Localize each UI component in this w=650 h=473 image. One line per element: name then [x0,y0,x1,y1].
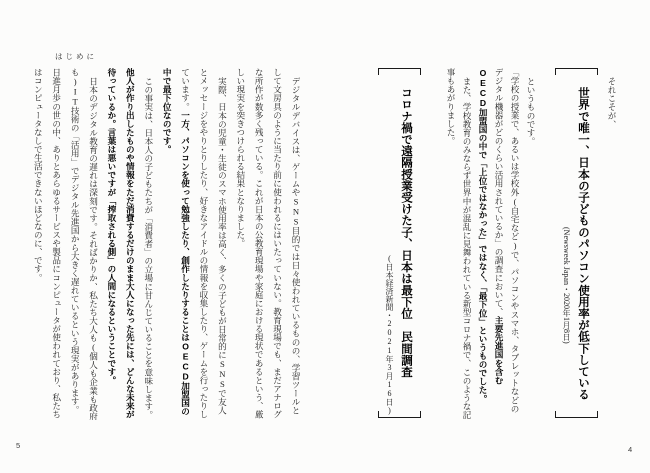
news-headline: 世界で唯一、日本の子どものパソコン使用率が低下している [577,87,589,401]
right-text-flow [377,68,620,420]
news-headline: コロナ禍で遠隔授業受けた子、日本は最下位 民間調査 [400,87,412,378]
paragraph-text: というものです。 [526,76,536,145]
source-citation: (日本経済新聞・2021年3月16日) [385,254,394,415]
running-head: はじめに [55,52,97,61]
paragraph-text: デジタルデバイスは、ゲームやSNS目的では日々使われているものの、学習ツールとして文房具のように当たり前に使われるにはいたっていない。教育現場でも、まだアナログな所作が数多く残っている。これが日本の公教育現場や家庭における現状であるという、厳しい現実を突きつけられる結果となりました。 [235,68,301,419]
intro-line [604,68,620,420]
page-number-left: 5 [16,441,21,450]
left-text-flow [29,68,305,420]
emphasis-text: 一方、パソコンを使って勉強したり、創作したりすることはOECD加盟国の中で最下位なのです。 [162,68,191,416]
source-citation: (Newsweek Japan・2020年1月8日) [562,227,571,344]
paragraph [443,68,475,420]
paragraph-text: 日本のデジタル教育の遅れは深刻です。そればかりか、私たち大人も(個人も企業も政府も)IT技術の「活用」でデジタル先進国から大きく遅れているという現実があります。日進月歩の世の中、ありとあらゆるサービスや製品にコンピュータが使われており、私たちはコンピュータなしで生活できないほどなのに、です。 [33,68,99,420]
paragraph-text: 「学校の授業で、あるいは学校外(自宅など)で、パソコンやスマホ、タブレットなどのデジタル機器がどのくらい活用されているか」の調査において、 [494,68,520,413]
paragraph [103,68,158,420]
paragraph-text: この事実は、日本人の子どもたちが「消費者」の立場に甘んじていることを意味します。 [143,76,154,419]
paragraph [475,68,523,420]
quote-bracket-top [378,68,421,75]
emphasis-text: 他人が作り出したものや情報をただ消費するだけのまま大人になった先には、どんな未来が待っているか。言葉は悪いですが「搾取される側」の人間になるということです。 [106,68,136,419]
emphasis-text: 主要先進国を含むOECD加盟国の中で「上位ではなかった」ではなく、「最下位」というものでした。 [478,68,504,403]
paragraph-text: また、学校教育のみならず世界中が混乱に見舞われている新型コロナ禍で、このような記事もあがりました。 [446,68,472,419]
page-number-right: 4 [628,445,633,454]
paragraph [231,68,305,420]
paragraph-text: 実際、日本の児童・生徒のスマホ使用率は高く、多くの子どもが日常的にSNSで友人とメッセージをやりとりしたり、好きなアイドルの情報を収集したり、ゲームを行ったりしています。 [180,68,228,419]
lead-out-line [523,68,539,420]
paragraph [158,68,232,420]
paragraph-text: それこそが、 [607,76,617,128]
quote-bracket-bottom [378,411,421,418]
quote-block-nikkei [380,68,419,420]
quote-bracket-top [555,68,598,75]
paragraph [29,68,103,420]
page-right [325,0,650,473]
quote-bracket-bottom [555,411,598,418]
quote-block-newsweek [557,68,596,420]
